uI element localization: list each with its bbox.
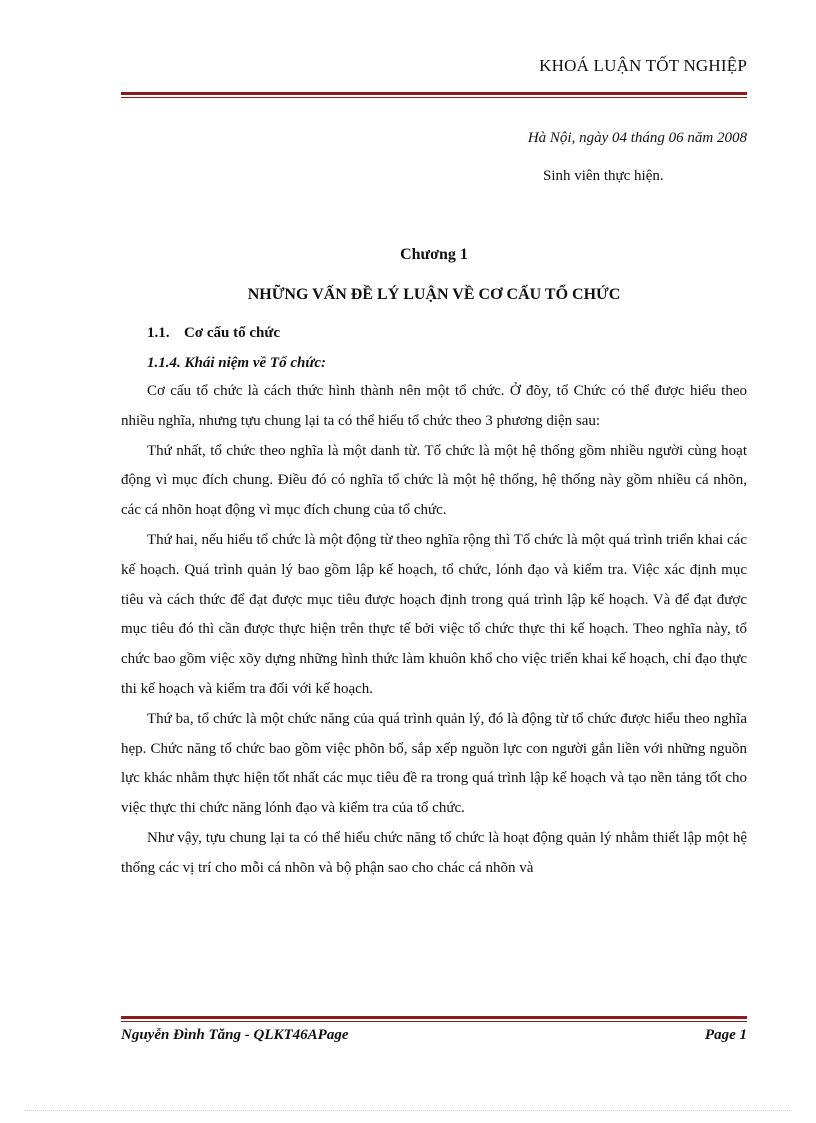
section-heading [147,325,280,342]
page-bottom-divider [24,1110,792,1111]
footer-rule-thick [121,1016,747,1019]
chapter-title: NHỮNG VẤN ĐỀ LÝ LUẬN VỀ CƠ CẤU TỔ CHỨC [247,286,621,303]
section-number: 1.1. [147,325,170,341]
paragraph: Cơ cấu tổ chức là cách thức hình thành nên một tổ chức. Ở đõy, tổ Chức có thể được hiểu theo nhiều nghĩa, nhưng tựu chung lại ta có thể hiểu tổ chức theo 3 phương diện sau: [121,383,747,429]
paragraph: Thứ hai, nếu hiểu tổ chức là một động từ theo nghĩa rộng thì Tổ chức là một quá trình triển khai các kế hoạch. Quá trình quản lý bao gồm lập kế hoạch, tổ chức, lónh đạo và kiểm tra. Việc xác định mục tiêu và cách thức để đạt được mục tiêu được hoạch định trong quá trình lập kế hoạch. Và để đạt được mục tiêu đó thì cần được thực hiện trên thực tế bởi việc tổ chức thực thi kế hoạch. Theo nghĩa này, tổ chức bao gồm việc xõy dựng những hình thức làm khuôn khổ cho việc triển khai kế hoạch, chỉ đạo thực thi kế hoạch và kiểm tra đối với kế hoạch. [121,531,747,697]
footer-page-number: Page 1 [704,1027,747,1043]
author-line: Sinh viên thực hiện. [543,168,664,184]
page-header-title: KHOÁ LUẬN TỐT NGHIỆP [539,56,747,75]
paragraph: Thứ nhất, tổ chức theo nghĩa là một danh từ. Tổ chức là một hệ thống gồm nhiều người cùng hoạt động vì mục đích chung. Điều đó có nghĩa tổ chức là một hệ thống, hệ thống này gồm nhiều cá nhõn, các cá nhõn hoạt động vì mục đích chung của tổ chức. [121,442,747,519]
paragraph: Như vậy, tựu chung lại ta có thể hiểu chức năng tổ chức là hoạt động quản lý nhằm thiết lập một hệ thống các vị trí cho mỗi cá nhõn và bộ phận sao cho chác cá nhõn và [121,829,747,876]
paragraph: Thứ ba, tổ chức là một chức năng của quá trình quản lý, đó là động từ tổ chức được hiểu theo nghĩa hẹp. Chức năng tổ chức bao gồm việc phõn bổ, sắp xếp nguồn lực con người gắn liền với những nguồn lực khác nhằm thực hiện tốt nhất các mục tiêu đề ra trong quá trình lập kế hoạch và tạo nền tảng tốt cho việc thực thi chức năng lónh đạo và kiểm tra của tổ chức. [121,710,747,817]
footer-rule-thin [121,1021,747,1022]
header-rule-thick [121,92,747,95]
subsection-heading: 1.1.4. Khái niệm về Tổ chức: [147,355,326,371]
body-text [121,377,747,884]
chapter-label: Chương 1 [400,246,468,263]
section-title: Cơ cấu tổ chức [184,325,281,341]
date-line: Hà Nội, ngày 04 tháng 06 năm 2008 [527,130,747,146]
footer-author: Nguyễn Đình Tăng - QLKT46APage [121,1027,349,1043]
header-rule-thin [121,97,747,98]
